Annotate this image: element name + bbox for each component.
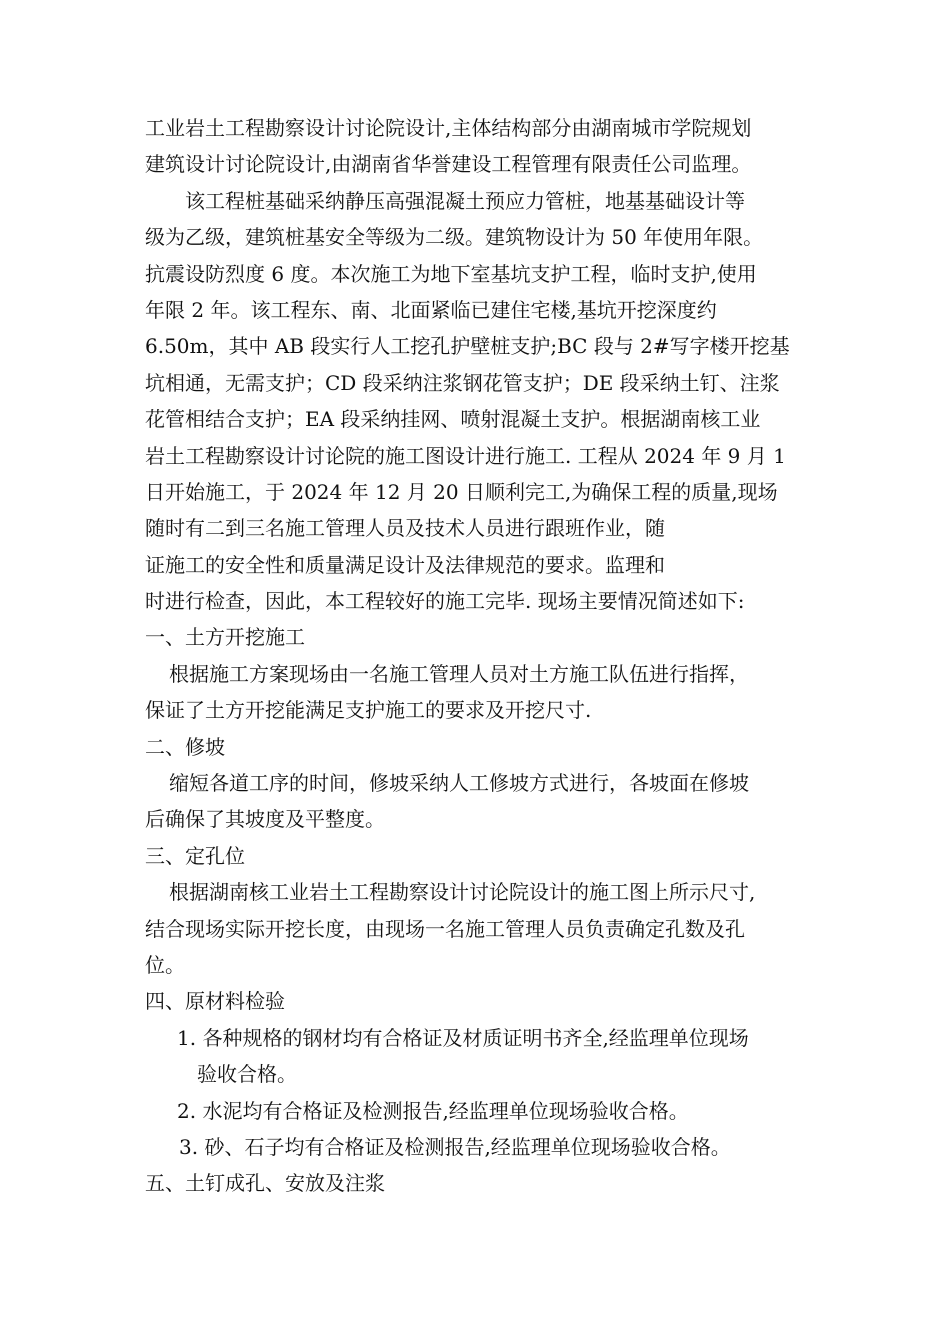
paragraph-intro bbox=[145, 110, 845, 183]
section-heading: 二、修坡 bbox=[145, 734, 225, 759]
text-line: 根据湖南核工业岩土工程勘察设计讨论院设计的施工图上所示尺寸, bbox=[169, 880, 756, 905]
section-heading: 一、土方开挖施工 bbox=[145, 625, 305, 650]
list-item: 1. 各种规格的钢材均有合格证及材质证明书齐全,经监理单位现场 bbox=[177, 1025, 749, 1050]
section-soil-nail bbox=[145, 1165, 845, 1201]
list-item: 2. 水泥均有合格证及检测报告,经监理单位现场验收合格。 bbox=[177, 1098, 689, 1123]
text-line: 工业岩土工程勘察设计讨论院设计,主体结构部分由湖南城市学院规划 bbox=[145, 116, 752, 140]
section-slope-trimming bbox=[145, 729, 845, 838]
document-page bbox=[145, 110, 845, 1202]
text-line: 年限 2 年。该工程东、南、北面紧临已建住宅楼,基坑开挖深度约 bbox=[145, 297, 717, 322]
text-line: 随时有二到三名施工管理人员及技术人员进行跟班作业，随 bbox=[145, 516, 665, 541]
section-earthwork bbox=[145, 619, 845, 728]
text-line: 6.50m，其中 AB 段实行人工挖孔护壁桩支护;BC 段与 2#写字楼开挖基 bbox=[145, 334, 790, 359]
text-line: 缩短各道工序的时间，修坡采纳人工修坡方式进行，各坡面在修坡 bbox=[169, 771, 749, 796]
text-line: 级为乙级，建筑桩基安全等级为二级。建筑物设计为 50 年使用年限。 bbox=[145, 225, 764, 250]
text-line: 抗震设防烈度 6 度。本次施工为地下室基坑支护工程，临时支护,使用 bbox=[145, 261, 757, 286]
text-line: 证施工的安全性和质量满足设计及法律规范的要求。监理和 bbox=[145, 552, 665, 577]
section-heading: 三、定孔位 bbox=[145, 843, 245, 868]
text-line: 结合现场实际开挖长度，由现场一名施工管理人员负责确定孔数及孔 bbox=[145, 916, 745, 941]
text-line: 花管相结合支护；EA 段采纳挂网、喷射混凝土支护。根据湖南核工业 bbox=[145, 407, 761, 432]
text-line: 位。 bbox=[145, 952, 185, 977]
list-item: 3. 砂、石子均有合格证及检测报告,经监理单位现场验收合格。 bbox=[179, 1134, 731, 1159]
text-line: 保证了土方开挖能满足支护施工的要求及开挖尺寸. bbox=[145, 698, 592, 723]
text-line: 建筑设计讨论院设计,由湖南省华誉建设工程管理有限责任公司监理。 bbox=[145, 152, 752, 177]
text-line: 根据施工方案现场由一名施工管理人员对土方施工队伍进行指挥， bbox=[169, 661, 749, 686]
section-heading: 四、原材料检验 bbox=[145, 989, 285, 1014]
paragraph-project-overview bbox=[145, 183, 845, 620]
section-material-inspection bbox=[145, 983, 845, 1165]
list-item-continuation: 验收合格。 bbox=[197, 1062, 297, 1087]
text-line: 后确保了其坡度及平整度。 bbox=[145, 807, 385, 832]
text-line: 岩土工程勘察设计讨论院的施工图设计进行施工. 工程从 2024 年 9 月 1 bbox=[145, 443, 786, 468]
text-line: 坑相通，无需支护；CD 段采纳注浆钢花管支护；DE 段采纳土钉、注浆 bbox=[145, 370, 780, 395]
text-line: 日开始施工，于 2024 年 12 月 20 日顺利完工,为确保工程的质量,现场 bbox=[145, 479, 778, 504]
text-line: 该工程桩基础采纳静压高强混凝土预应力管桩，地基基础设计等 bbox=[185, 188, 745, 213]
text-line: 时进行检查，因此，本工程较好的施工完毕. 现场主要情况简述如下: bbox=[145, 589, 745, 614]
section-heading: 五、土钉成孔、安放及注浆 bbox=[145, 1171, 385, 1196]
section-hole-positioning bbox=[145, 838, 845, 984]
